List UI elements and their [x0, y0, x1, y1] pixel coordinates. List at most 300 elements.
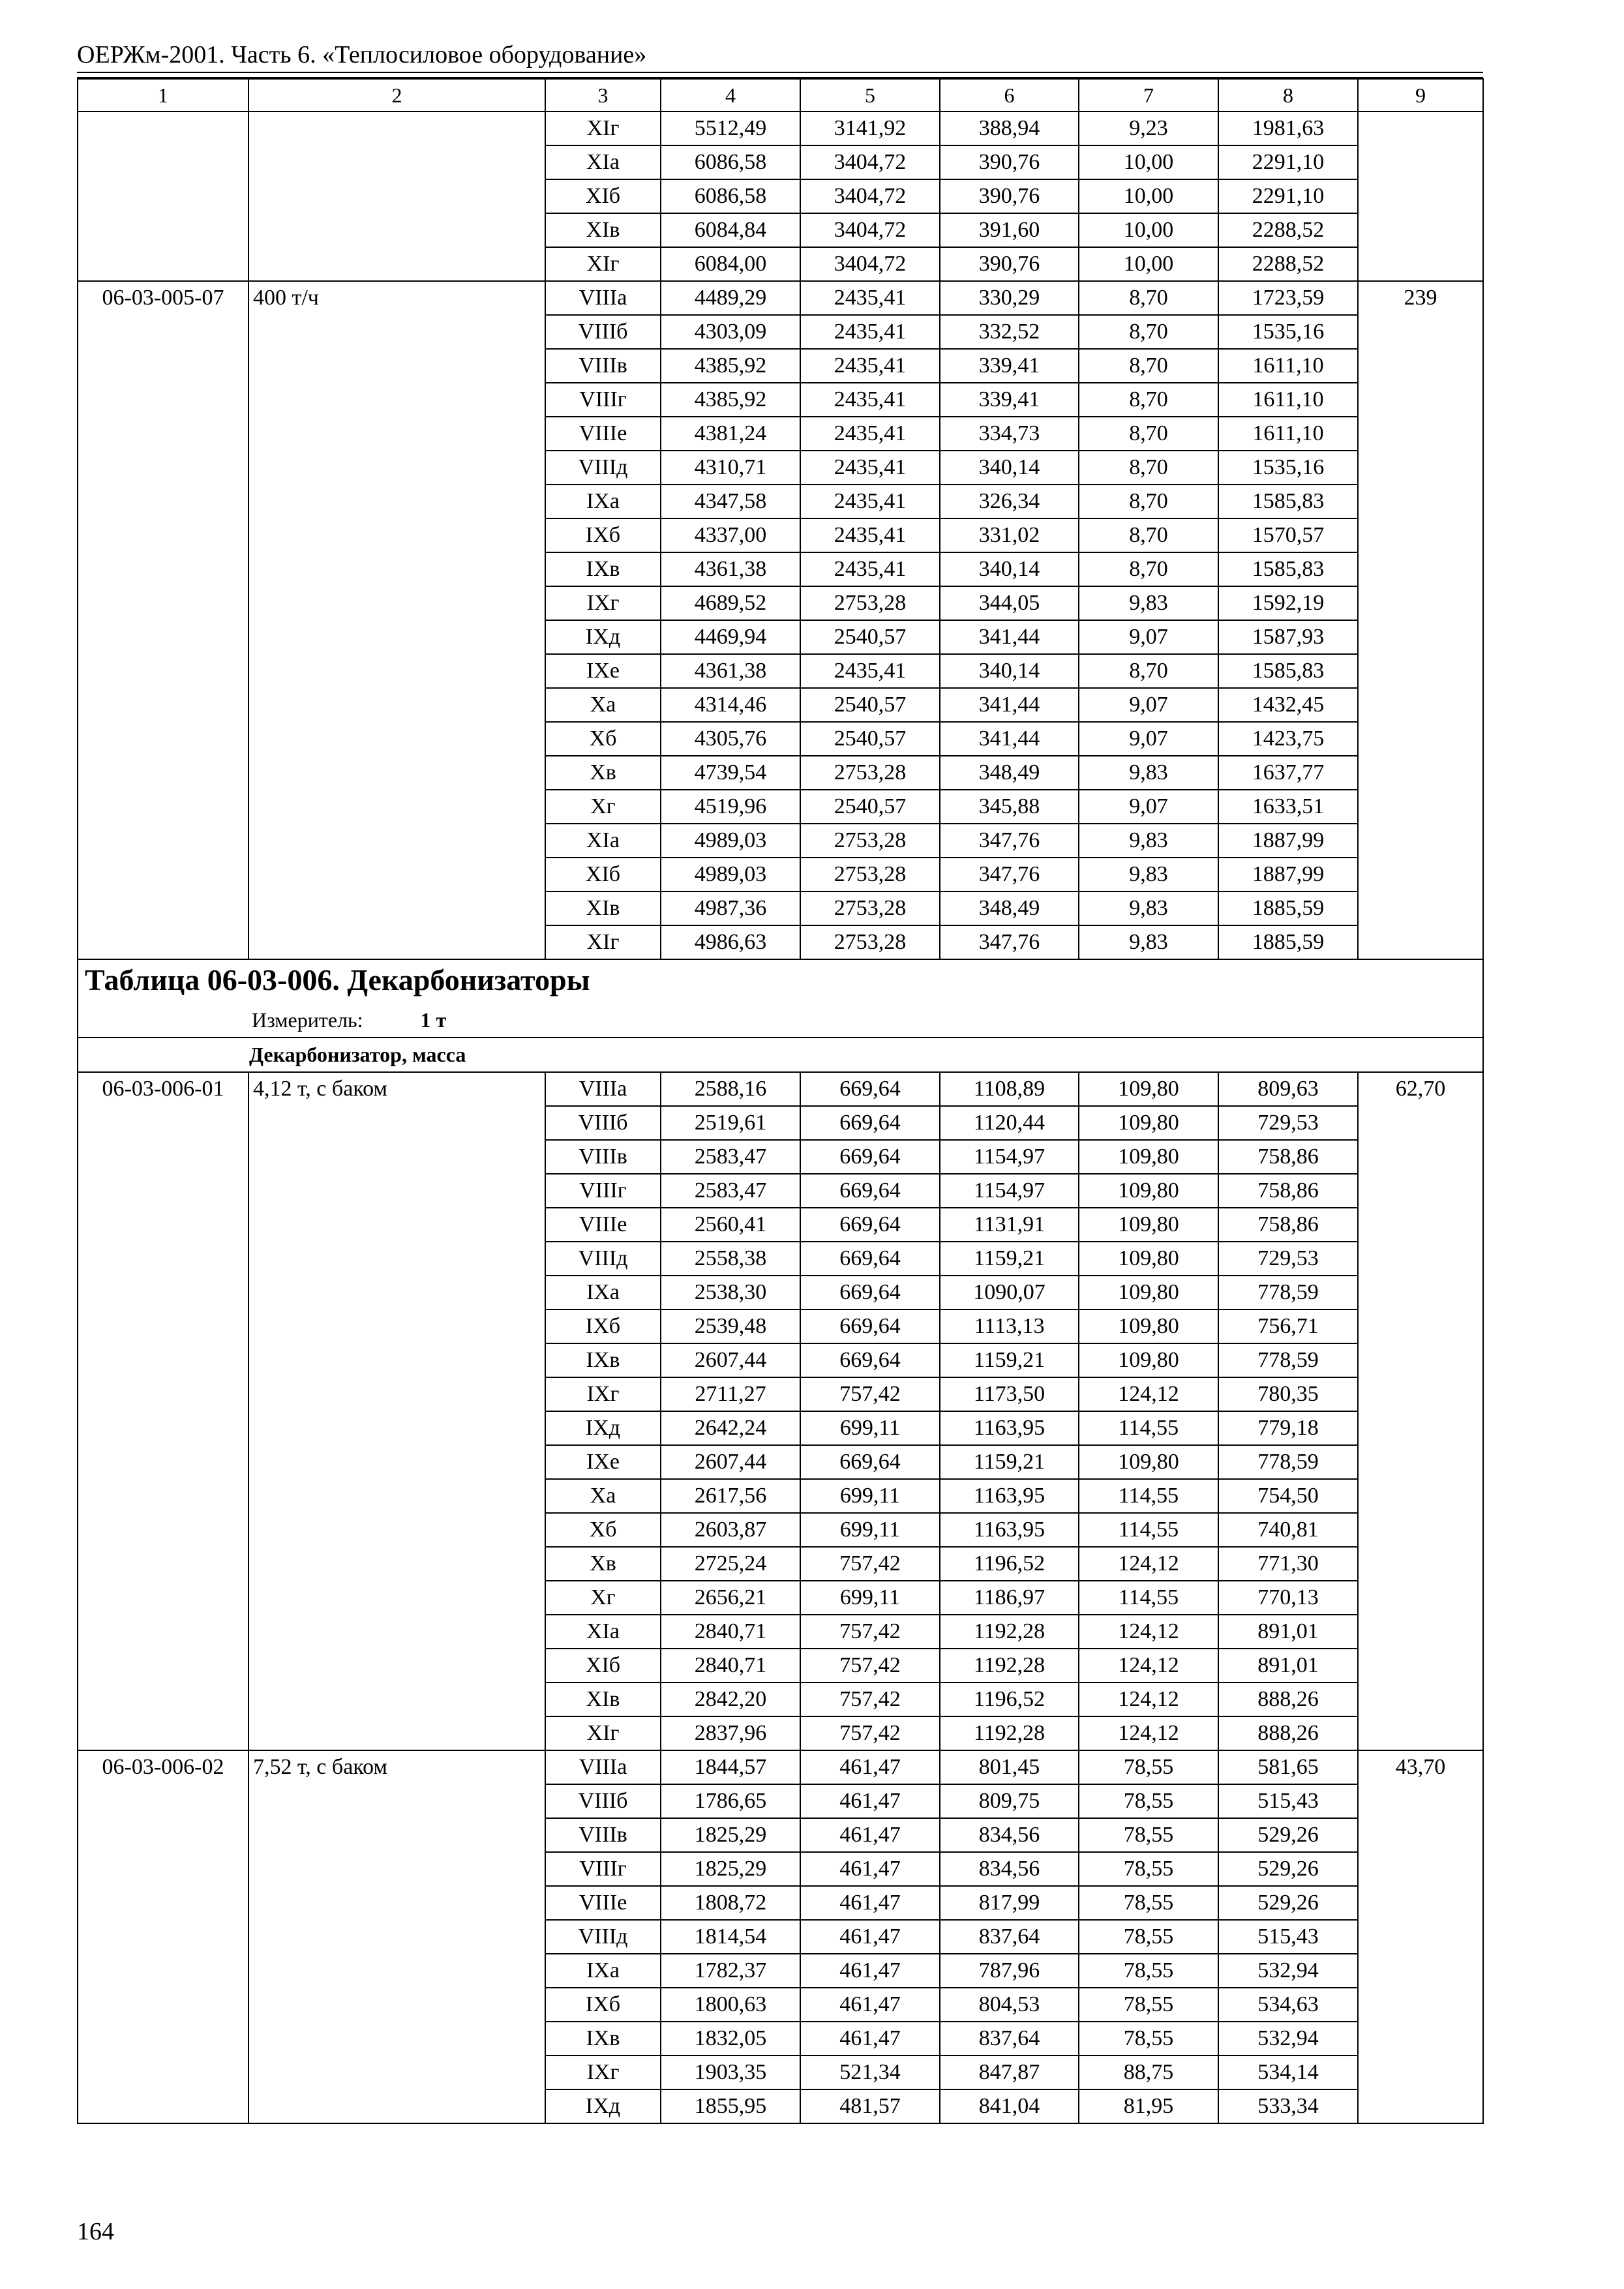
value-cell: 534,63 [1218, 1988, 1358, 2022]
value-cell: 757,42 [800, 1547, 940, 1581]
value-cell: 8,70 [1079, 654, 1218, 688]
table-title: Таблица 06-03-006. Декарбонизаторы [85, 963, 590, 996]
value-cell: 78,55 [1079, 1920, 1218, 1954]
region-cell: VIIIв [545, 1818, 661, 1852]
region-cell: IXг [545, 586, 661, 620]
value-cell: 78,55 [1079, 2022, 1218, 2056]
value-cell: 2753,28 [800, 858, 940, 891]
region-cell: VIIIб [545, 315, 661, 349]
value-cell: 1808,72 [661, 1886, 800, 1920]
value-cell: 109,80 [1079, 1343, 1218, 1377]
value-cell: 669,64 [800, 1174, 940, 1208]
value-cell: 10,00 [1079, 145, 1218, 179]
item-code: 06-03-005-07 [78, 281, 248, 959]
column-number-row [78, 79, 1483, 112]
value-cell: 787,96 [940, 1954, 1079, 1988]
value-cell: 2753,28 [800, 586, 940, 620]
value-cell: 348,49 [940, 756, 1079, 790]
value-cell: 3404,72 [800, 179, 940, 213]
value-cell: 2840,71 [661, 1615, 800, 1649]
value-cell: 2435,41 [800, 654, 940, 688]
column-number: 3 [545, 79, 661, 112]
value-cell: 1786,65 [661, 1784, 800, 1818]
item-price [1358, 112, 1483, 281]
value-cell: 124,12 [1079, 1683, 1218, 1716]
region-cell: VIIIд [545, 1920, 661, 1954]
value-cell: 1196,52 [940, 1547, 1079, 1581]
region-cell: IXд [545, 2089, 661, 2123]
region-cell: VIIIа [545, 1072, 661, 1106]
value-cell: 757,42 [800, 1716, 940, 1750]
value-cell: 2607,44 [661, 1445, 800, 1479]
section-subtitle: Декарбонизатор, масса [249, 1043, 466, 1066]
value-cell: 2558,38 [661, 1242, 800, 1276]
value-cell: 461,47 [800, 1784, 940, 1818]
value-cell: 339,41 [940, 349, 1079, 383]
value-cell: 2435,41 [800, 451, 940, 485]
value-cell: 779,18 [1218, 1411, 1358, 1445]
value-cell: 1855,95 [661, 2089, 800, 2123]
value-cell: 1885,59 [1218, 925, 1358, 959]
meter-row [78, 1004, 1483, 1038]
value-cell: 2837,96 [661, 1716, 800, 1750]
table-title-row [78, 959, 1483, 1004]
subtitle-row [78, 1038, 1483, 1072]
value-cell: 109,80 [1079, 1072, 1218, 1106]
value-cell: 669,64 [800, 1140, 940, 1174]
value-cell: 461,47 [800, 2022, 940, 2056]
value-cell: 114,55 [1079, 1581, 1218, 1615]
region-cell: IXе [545, 1445, 661, 1479]
value-cell: 1120,44 [940, 1106, 1079, 1140]
value-cell: 8,70 [1079, 383, 1218, 417]
value-cell: 532,94 [1218, 1954, 1358, 1988]
value-cell: 347,76 [940, 824, 1079, 858]
value-cell: 1887,99 [1218, 858, 1358, 891]
value-cell: 1192,28 [940, 1649, 1079, 1683]
value-cell: 4519,96 [661, 790, 800, 824]
item-description: 400 т/ч [248, 281, 545, 959]
region-cell: IXг [545, 1377, 661, 1411]
region-cell: Xв [545, 756, 661, 790]
value-cell: 1887,99 [1218, 824, 1358, 858]
region-cell: IXд [545, 620, 661, 654]
value-cell: 8,70 [1079, 315, 1218, 349]
value-cell: 2607,44 [661, 1343, 800, 1377]
value-cell: 758,86 [1218, 1140, 1358, 1174]
value-cell: 9,07 [1079, 620, 1218, 654]
region-cell: IXд [545, 1411, 661, 1445]
region-cell: IXа [545, 1954, 661, 1988]
column-number: 9 [1358, 79, 1483, 112]
value-cell: 1832,05 [661, 2022, 800, 2056]
region-cell: IXа [545, 1276, 661, 1309]
column-number: 1 [78, 79, 248, 112]
value-cell: 6086,58 [661, 179, 800, 213]
value-cell: 109,80 [1079, 1309, 1218, 1343]
value-cell: 2435,41 [800, 485, 940, 518]
value-cell: 757,42 [800, 1377, 940, 1411]
value-cell: 4986,63 [661, 925, 800, 959]
page-number: 164 [77, 2218, 114, 2245]
value-cell: 758,86 [1218, 1208, 1358, 1242]
item-description: 7,52 т, с баком [248, 1750, 545, 2123]
value-cell: 2435,41 [800, 315, 940, 349]
item-price: 43,70 [1358, 1750, 1483, 2123]
value-cell: 4337,00 [661, 518, 800, 552]
value-cell: 4987,36 [661, 891, 800, 925]
value-cell: 114,55 [1079, 1513, 1218, 1547]
value-cell: 2539,48 [661, 1309, 800, 1343]
value-cell: 1723,59 [1218, 281, 1358, 315]
value-cell: 1592,19 [1218, 586, 1358, 620]
value-cell: 3404,72 [800, 145, 940, 179]
value-cell: 2711,27 [661, 1377, 800, 1411]
value-cell: 10,00 [1079, 213, 1218, 247]
value-cell: 9,83 [1079, 756, 1218, 790]
value-cell: 4989,03 [661, 824, 800, 858]
region-cell: IXб [545, 1988, 661, 2022]
value-cell: 1090,07 [940, 1276, 1079, 1309]
value-cell: 891,01 [1218, 1615, 1358, 1649]
value-cell: 8,70 [1079, 417, 1218, 451]
value-cell: 8,70 [1079, 451, 1218, 485]
value-cell: 4989,03 [661, 858, 800, 891]
value-cell: 2583,47 [661, 1174, 800, 1208]
value-cell: 2560,41 [661, 1208, 800, 1242]
value-cell: 9,83 [1079, 824, 1218, 858]
region-cell: XIа [545, 824, 661, 858]
region-cell: Xв [545, 1547, 661, 1581]
value-cell: 837,64 [940, 1920, 1079, 1954]
value-cell: 4381,24 [661, 417, 800, 451]
value-cell: 778,59 [1218, 1343, 1358, 1377]
header-rule [77, 72, 1483, 73]
value-cell: 2291,10 [1218, 179, 1358, 213]
value-cell: 6084,00 [661, 247, 800, 281]
value-cell: 1131,91 [940, 1208, 1079, 1242]
value-cell: 1186,97 [940, 1581, 1079, 1615]
value-cell: 1163,95 [940, 1513, 1079, 1547]
value-cell: 1585,83 [1218, 552, 1358, 586]
region-cell: VIIIв [545, 349, 661, 383]
value-cell: 778,59 [1218, 1445, 1358, 1479]
value-cell: 834,56 [940, 1852, 1079, 1886]
value-cell: 669,64 [800, 1208, 940, 1242]
value-cell: 2288,52 [1218, 247, 1358, 281]
value-cell: 78,55 [1079, 1750, 1218, 1784]
value-cell: 801,45 [940, 1750, 1079, 1784]
value-cell: 4385,92 [661, 349, 800, 383]
region-cell: IXв [545, 552, 661, 586]
value-cell: 817,99 [940, 1886, 1079, 1920]
value-cell: 6086,58 [661, 145, 800, 179]
region-cell: Xа [545, 1479, 661, 1513]
value-cell: 1163,95 [940, 1479, 1079, 1513]
value-cell: 669,64 [800, 1309, 940, 1343]
value-cell: 515,43 [1218, 1784, 1358, 1818]
value-cell: 341,44 [940, 722, 1079, 756]
column-number: 5 [800, 79, 940, 112]
value-cell: 78,55 [1079, 1954, 1218, 1988]
value-cell: 2540,57 [800, 620, 940, 654]
region-cell: IXа [545, 485, 661, 518]
value-cell: 2753,28 [800, 756, 940, 790]
value-cell: 4469,94 [661, 620, 800, 654]
value-cell: 10,00 [1079, 247, 1218, 281]
value-cell: 8,70 [1079, 281, 1218, 315]
value-cell: 391,60 [940, 213, 1079, 247]
value-cell: 88,75 [1079, 2056, 1218, 2089]
item-code: 06-03-006-01 [78, 1072, 248, 1750]
value-cell: 1423,75 [1218, 722, 1358, 756]
region-cell: IXе [545, 654, 661, 688]
value-cell: 1825,29 [661, 1852, 800, 1886]
value-cell: 1633,51 [1218, 790, 1358, 824]
value-cell: 1903,35 [661, 2056, 800, 2089]
value-cell: 109,80 [1079, 1276, 1218, 1309]
region-cell: XIв [545, 1683, 661, 1716]
value-cell: 330,29 [940, 281, 1079, 315]
value-cell: 461,47 [800, 1954, 940, 1988]
column-number: 6 [940, 79, 1079, 112]
value-cell: 1570,57 [1218, 518, 1358, 552]
value-cell: 114,55 [1079, 1479, 1218, 1513]
value-cell: 347,76 [940, 925, 1079, 959]
value-cell: 109,80 [1079, 1242, 1218, 1276]
value-cell: 332,52 [940, 315, 1079, 349]
value-cell: 2435,41 [800, 281, 940, 315]
value-cell: 729,53 [1218, 1106, 1358, 1140]
value-cell: 8,70 [1079, 349, 1218, 383]
region-cell: XIб [545, 858, 661, 891]
region-cell: IXв [545, 1343, 661, 1377]
region-cell: VIIIг [545, 383, 661, 417]
meter-value: 1 т [420, 1008, 447, 1032]
value-cell: 757,42 [800, 1683, 940, 1716]
value-cell: 4347,58 [661, 485, 800, 518]
value-cell: 1611,10 [1218, 383, 1358, 417]
region-cell: VIIIд [545, 451, 661, 485]
value-cell: 669,64 [800, 1072, 940, 1106]
value-cell: 581,65 [1218, 1750, 1358, 1784]
value-cell: 1981,63 [1218, 112, 1358, 145]
value-cell: 326,34 [940, 485, 1079, 518]
value-cell: 2642,24 [661, 1411, 800, 1445]
value-cell: 1782,37 [661, 1954, 800, 1988]
column-number: 8 [1218, 79, 1358, 112]
value-cell: 1108,89 [940, 1072, 1079, 1106]
region-cell: XIг [545, 247, 661, 281]
value-cell: 340,14 [940, 654, 1079, 688]
value-cell: 339,41 [940, 383, 1079, 417]
value-cell: 461,47 [800, 1750, 940, 1784]
column-number: 2 [248, 79, 545, 112]
value-cell: 2753,28 [800, 925, 940, 959]
region-cell: VIIIа [545, 281, 661, 315]
value-cell: 9,07 [1079, 688, 1218, 722]
table-row [78, 1750, 1483, 1784]
region-cell: XIа [545, 145, 661, 179]
item-price: 239 [1358, 281, 1483, 959]
value-cell: 809,63 [1218, 1072, 1358, 1106]
value-cell: 9,83 [1079, 925, 1218, 959]
value-cell: 841,04 [940, 2089, 1079, 2123]
value-cell: 78,55 [1079, 1784, 1218, 1818]
value-cell: 1825,29 [661, 1818, 800, 1852]
value-cell: 1159,21 [940, 1242, 1079, 1276]
value-cell: 1535,16 [1218, 315, 1358, 349]
region-cell: IXг [545, 2056, 661, 2089]
value-cell: 9,83 [1079, 891, 1218, 925]
value-cell: 2540,57 [800, 790, 940, 824]
value-cell: 2753,28 [800, 891, 940, 925]
value-cell: 521,34 [800, 2056, 940, 2089]
column-number: 4 [661, 79, 800, 112]
value-cell: 124,12 [1079, 1377, 1218, 1411]
value-cell: 461,47 [800, 1852, 940, 1886]
value-cell: 533,34 [1218, 2089, 1358, 2123]
value-cell: 2753,28 [800, 824, 940, 858]
value-cell: 847,87 [940, 2056, 1079, 2089]
value-cell: 2842,20 [661, 1683, 800, 1716]
value-cell: 1585,83 [1218, 654, 1358, 688]
value-cell: 669,64 [800, 1343, 940, 1377]
value-cell: 461,47 [800, 1988, 940, 2022]
value-cell: 809,75 [940, 1784, 1079, 1818]
value-cell: 348,49 [940, 891, 1079, 925]
table-row [78, 281, 1483, 315]
value-cell: 347,76 [940, 858, 1079, 891]
value-cell: 1154,97 [940, 1174, 1079, 1208]
value-cell: 1637,77 [1218, 756, 1358, 790]
meter-label: Измеритель: [252, 1008, 363, 1032]
value-cell: 1159,21 [940, 1343, 1079, 1377]
value-cell: 669,64 [800, 1242, 940, 1276]
value-cell: 124,12 [1079, 1615, 1218, 1649]
region-cell: VIIIв [545, 1140, 661, 1174]
value-cell: 529,26 [1218, 1852, 1358, 1886]
value-cell: 4739,54 [661, 756, 800, 790]
value-cell: 891,01 [1218, 1649, 1358, 1683]
value-cell: 461,47 [800, 1886, 940, 1920]
value-cell: 2291,10 [1218, 145, 1358, 179]
value-cell: 2435,41 [800, 552, 940, 586]
value-cell: 8,70 [1079, 485, 1218, 518]
value-cell: 1800,63 [661, 1988, 800, 2022]
value-cell: 1611,10 [1218, 417, 1358, 451]
value-cell: 340,14 [940, 552, 1079, 586]
region-cell: VIIIе [545, 1208, 661, 1242]
region-cell: VIIIг [545, 1174, 661, 1208]
value-cell: 390,76 [940, 179, 1079, 213]
value-cell: 4314,46 [661, 688, 800, 722]
value-cell: 2540,57 [800, 688, 940, 722]
value-cell: 6084,84 [661, 213, 800, 247]
value-cell: 770,13 [1218, 1581, 1358, 1615]
value-cell: 78,55 [1079, 1886, 1218, 1920]
value-cell: 778,59 [1218, 1276, 1358, 1309]
value-cell: 888,26 [1218, 1716, 1358, 1750]
region-cell: Xа [545, 688, 661, 722]
value-cell: 757,42 [800, 1649, 940, 1683]
value-cell: 1113,13 [940, 1309, 1079, 1343]
value-cell: 2588,16 [661, 1072, 800, 1106]
item-description [248, 112, 545, 281]
value-cell: 4305,76 [661, 722, 800, 756]
region-cell: VIIIа [545, 1750, 661, 1784]
value-cell: 780,35 [1218, 1377, 1358, 1411]
value-cell: 78,55 [1079, 1852, 1218, 1886]
value-cell: 114,55 [1079, 1411, 1218, 1445]
value-cell: 669,64 [800, 1106, 940, 1140]
value-cell: 4689,52 [661, 586, 800, 620]
column-number: 7 [1079, 79, 1218, 112]
value-cell: 2435,41 [800, 518, 940, 552]
value-cell: 341,44 [940, 688, 1079, 722]
value-cell: 390,76 [940, 145, 1079, 179]
value-cell: 740,81 [1218, 1513, 1358, 1547]
region-cell: XIг [545, 1716, 661, 1750]
page-header: ОЕРЖм-2001. Часть 6. «Теплосиловое оборудование» [77, 41, 647, 68]
table-row [78, 1072, 1483, 1106]
region-cell: XIб [545, 1649, 661, 1683]
region-cell: VIIIе [545, 417, 661, 451]
value-cell: 78,55 [1079, 1818, 1218, 1852]
value-cell: 804,53 [940, 1988, 1079, 2022]
value-cell: 1432,45 [1218, 688, 1358, 722]
value-cell: 2656,21 [661, 1581, 800, 1615]
value-cell: 4303,09 [661, 315, 800, 349]
value-cell: 758,86 [1218, 1174, 1358, 1208]
value-cell: 669,64 [800, 1276, 940, 1309]
item-code: 06-03-006-02 [78, 1750, 248, 2123]
table-row [78, 112, 1483, 145]
value-cell: 109,80 [1079, 1174, 1218, 1208]
value-cell: 2435,41 [800, 417, 940, 451]
value-cell: 8,70 [1079, 552, 1218, 586]
region-cell: XIг [545, 925, 661, 959]
value-cell: 2603,87 [661, 1513, 800, 1547]
region-cell: XIг [545, 112, 661, 145]
value-cell: 699,11 [800, 1513, 940, 1547]
value-cell: 334,73 [940, 417, 1079, 451]
region-cell: Xг [545, 1581, 661, 1615]
value-cell: 9,23 [1079, 112, 1218, 145]
value-cell: 534,14 [1218, 2056, 1358, 2089]
value-cell: 1192,28 [940, 1615, 1079, 1649]
value-cell: 331,02 [940, 518, 1079, 552]
value-cell: 1814,54 [661, 1920, 800, 1954]
value-cell: 109,80 [1079, 1140, 1218, 1174]
value-cell: 699,11 [800, 1411, 940, 1445]
region-cell: VIIIб [545, 1784, 661, 1818]
item-code [78, 112, 248, 281]
region-cell: VIIIд [545, 1242, 661, 1276]
value-cell: 2288,52 [1218, 213, 1358, 247]
region-cell: IXб [545, 518, 661, 552]
value-cell: 834,56 [940, 1818, 1079, 1852]
region-cell: Xб [545, 722, 661, 756]
value-cell: 2840,71 [661, 1649, 800, 1683]
value-cell: 1885,59 [1218, 891, 1358, 925]
value-cell: 1154,97 [940, 1140, 1079, 1174]
region-cell: XIб [545, 179, 661, 213]
value-cell: 1587,93 [1218, 620, 1358, 654]
value-cell: 5512,49 [661, 112, 800, 145]
value-cell: 532,94 [1218, 2022, 1358, 2056]
value-cell: 529,26 [1218, 1818, 1358, 1852]
